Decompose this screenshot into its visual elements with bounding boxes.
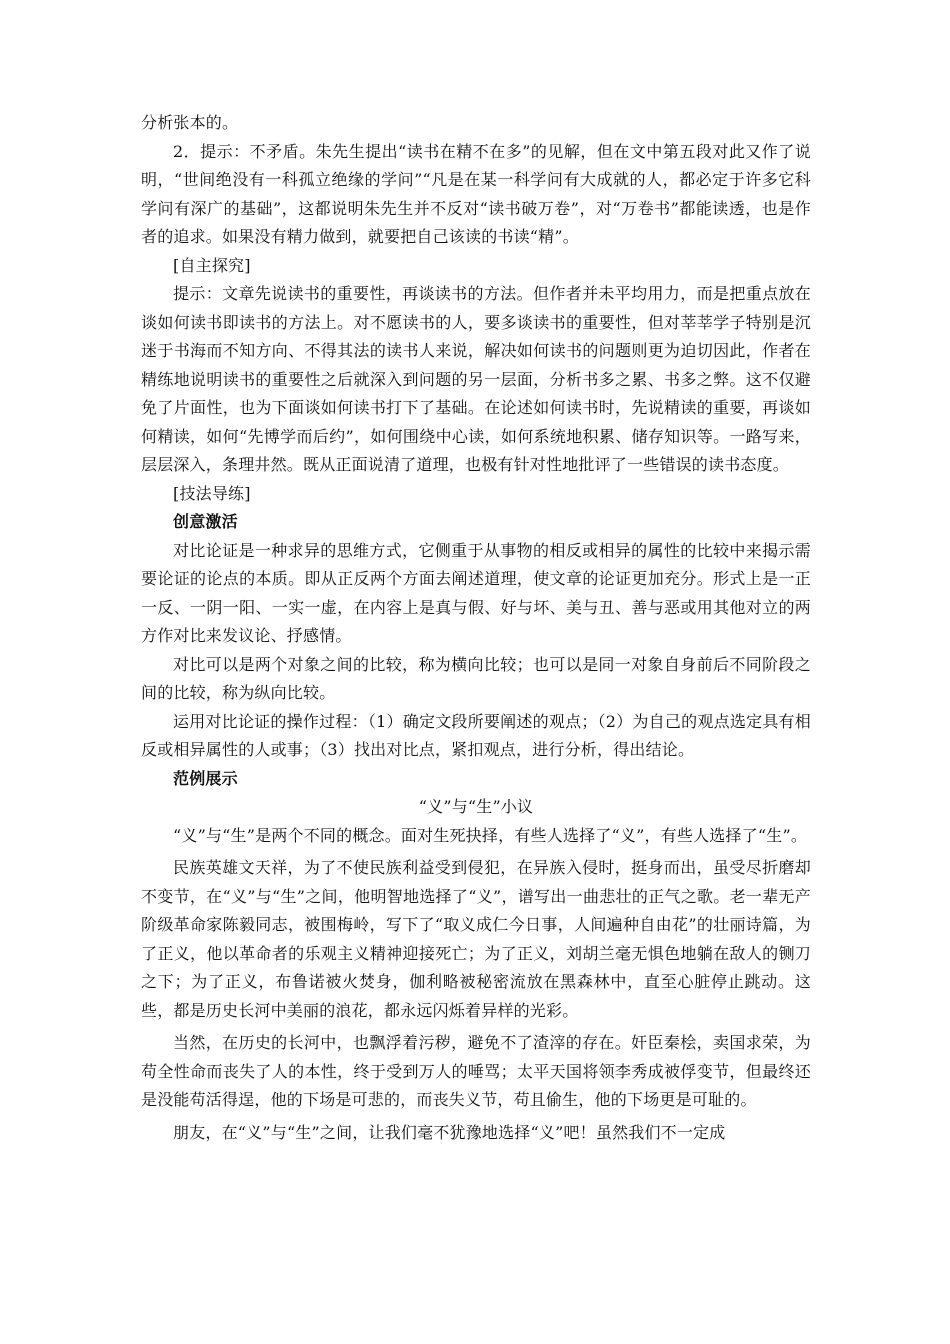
essay-paragraph-1: “义”与“生”是两个不同的概念。面对生死抉择，有些人选择了“义”，有些人选择了“生”。: [173, 825, 808, 845]
subheading-chuangyi-jihuo: 创意激活: [173, 512, 238, 531]
paragraph-contrast-steps: 运用对比论证的操作过程：（1）确定文段所要阐述的观点；（2）为自己的观点选定具有相反或相异属性的人或事；（3）找出对比点，紧扣观点，进行分析，得出结论。: [141, 711, 811, 759]
paragraph-continuation: 分析张本的。: [141, 113, 239, 132]
essay-paragraph-3: 当然，在历史的长河中，也飘浮着污秽，避免不了渣滓的存在。奸臣秦桧，卖国求荣，为苟全性命而丧失了人的本性，终于受到万人的唾骂；太平天国将领李秀成被俘变节，但最终还是没能苟活得逞，他的下场是可悲的，而丧失义节，苟且偷生，他的下场更是可耻的。: [141, 1033, 811, 1109]
essay-title: “义”与“生”小议: [418, 797, 534, 816]
document-body: [141, 109, 811, 1147]
paragraph-answer-2: 2．提示：不矛盾。朱先生提出“读书在精不在多”的见解，但在文中第五段对此又作了说明，“世间绝没有一科孤立绝缘的学问”“凡是在某一科学问有大成就的人，都必定于许多它科学问有深广的基础”，这都说明朱先生并不反对“读书破万卷”，对“万卷书”都能读透，也是作者的追求。如果没有精力做到，就要把自己该读的书读“精”。: [141, 141, 811, 246]
paragraph-contrast-types: 对比可以是两个对象之间的比较，称为横向比较；也可以是同一对象自身前后不同阶段之间的比较，称为纵向比较。: [141, 654, 811, 702]
section-heading-jifa-daolian: [技法导练]: [173, 483, 251, 503]
paragraph-explore-hint: 提示：文章先说读书的重要性，再谈读书的方法。但作者并未平均用力，而是把重点放在谈如何读书即读书的方法上。对不愿读书的人，要多谈读书的重要性，但对莘莘学子特别是沉迷于书海而不知方向、不得其法的读书人来说，解决如何读书的问题则更为迫切因此，作者在精练地说明读书的重要性之后就深入到问题的另一层面，分析书多之累、书多之弊。这不仅避免了片面性，也为下面谈如何读书打下了基础。在论述如何读书时，先说精读的重要，再谈如何精读，如何“先博学而后约”，如何围绕中心读，如何系统地积累、储存知识等。一路写来，层层深入，条理井然。既从正面说清了道理，也极有针对性地批评了一些错误的读书态度。: [141, 284, 811, 474]
essay-paragraph-2: 民族英雄文天祥，为了不使民族利益受到侵犯，在异族入侵时，挺身而出，虽受尽折磨却不变节，在“义”与“生”之间，他明智地选择了“义”，谱写出一曲悲壮的正气之歌。老一辈无产阶级革命家陈毅同志，被围梅岭，写下了“取义成仁今日事，人间遍种自由花”的壮丽诗篇，为了正义，他以革命者的乐观主义精神迎接死亡；为了正义，刘胡兰毫无惧色地躺在敌人的铡刀之下；为了正义，布鲁诺被火焚身，伽利略被秘密流放在黑森林中，直至心脏停止跳动。这些，都是历史长河中美丽的浪花，都永远闪烁着异样的光彩。: [141, 858, 811, 1020]
section-heading-zizhu-tanjiu: [自主探究]: [173, 255, 251, 275]
subheading-fanli-zhanshi: 范例展示: [173, 768, 238, 788]
essay-paragraph-4: 朋友，在“义”与“生”之间，让我们毫不犹豫地选择“义”吧！虽然我们不一定成: [173, 1122, 726, 1142]
paragraph-contrast-definition: 对比论证是一种求异的思维方式，它侧重于从事物的相反或相异的属性的比较中来揭示需要论证的论点的本质。即从正反两个方面去阐述道理，使文章的论证更加充分。形式上是一正一反、一阴一阳、一实一虚，在内容上是真与假、好与坏、美与丑、善与恶或用其他对立的两方作对比来发议论、抒感情。: [141, 540, 811, 645]
